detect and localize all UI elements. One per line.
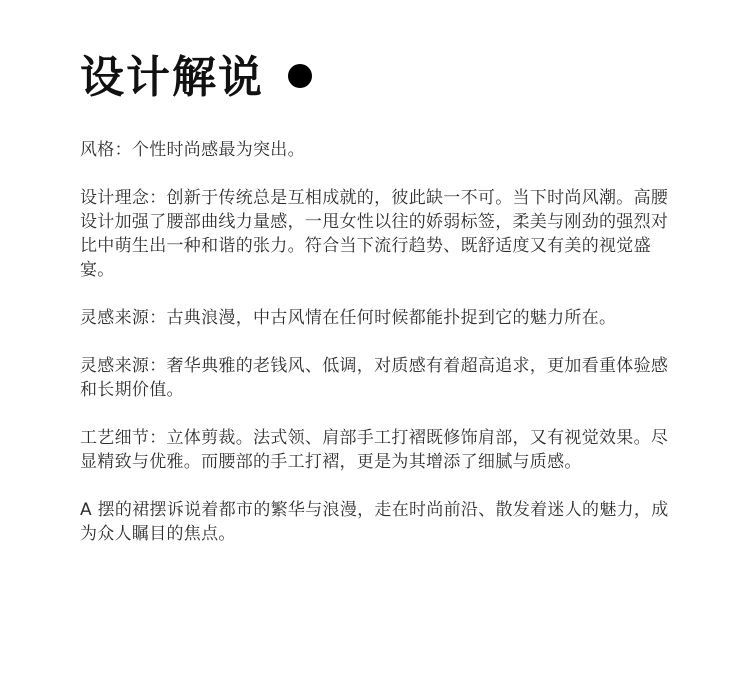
paragraph-a-line-skirt: A 摆的裙摆诉说着都市的繁华与浪漫，走在时尚前沿、散发着迷人的魅力，成为众人瞩目的焦点。	[80, 500, 669, 544]
bullet-dot-icon	[288, 64, 312, 88]
title-row	[80, 48, 670, 108]
paragraph-craft-details: 工艺细节：立体剪裁。法式领、肩部手工打褶既修饰肩部，又有视觉效果。尽显精致与优雅。而腰部的手工打褶，更是为其增添了细腻与质感。	[80, 428, 669, 472]
paragraph-inspiration-classic: 灵感来源：古典浪漫，中古风情在任何时候都能扑捉到它的魅力所在。	[80, 308, 617, 328]
page-title: 设计解说	[80, 52, 264, 103]
paragraph-style: 风格：个性时尚感最为突出。	[80, 140, 305, 160]
paragraph-design-concept: 设计理念：创新于传统总是互相成就的，彼此缺一不可。当下时尚风潮。高腰设计加强了腰部曲线力量感，一甩女性以往的娇弱标签，柔美与刚劲的强烈对比中萌生出一种和谐的张力。符合当下流行趋势、既舒适度又有美的视觉盛宴。	[80, 188, 669, 280]
paragraph-inspiration-luxury: 灵感来源：奢华典雅的老钱风、低调，对质感有着超高追求，更加看重体验感和长期价值。	[80, 356, 669, 400]
